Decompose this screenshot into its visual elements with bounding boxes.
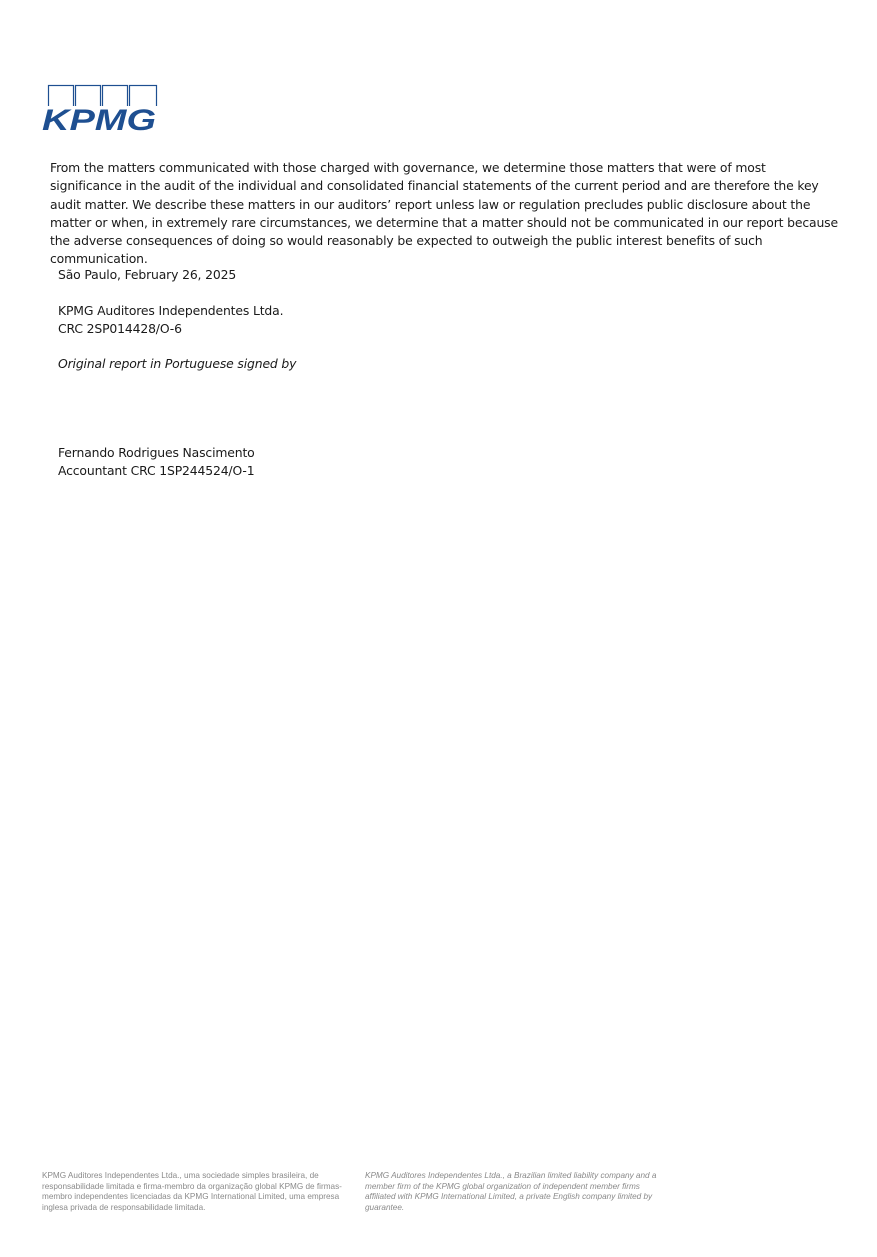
signer-name: Fernando Rodrigues Nascimento — [58, 445, 255, 460]
key-audit-matter-paragraph: From the matters communicated with those charged with governance, we determine those matters that were of most significance in the audit of the individual and consolidated financial statements of the current period and are therefore the key audit matter. We describe these matters in our auditors’ report unless law or regulation precludes public disclosure about the matter or when, in extremely rare circumstances, we determine that a matter should not be communicated in our report because the adverse consequences of doing so would reasonably be expected to outweigh the public interest benefits of such communication. — [50, 160, 838, 267]
footer-portuguese: KPMG Auditores Independentes Ltda., uma sociedade simples brasileira, de responsabilidade limitada e firma-membro da organização global KPMG de firmas-membro independentes licenciadas da KPMG International Limited, uma empresa inglesa privada de responsabilidade limitada. — [42, 1171, 342, 1212]
firm-crc: CRC 2SP014428/O-6 — [58, 321, 182, 336]
original-report-note: Original report in Portuguese signed by — [58, 356, 297, 371]
signer-crc: Accountant CRC 1SP244524/O-1 — [58, 463, 255, 478]
signature-date-block — [58, 266, 236, 284]
firm-name: KPMG Auditores Independentes Ltda. — [58, 303, 284, 318]
signer-block — [58, 444, 255, 480]
firm-block — [58, 302, 283, 338]
kpmg-logo — [40, 84, 162, 134]
logo-wordmark: KPMG — [42, 104, 156, 134]
signature-note-block — [58, 355, 296, 373]
footer-english: KPMG Auditores Independentes Ltda., a Brazilian limited liability company and a member firm of the KPMG global organization of independent member firms affiliated with KPMG International Limited, a private English company limited by guarantee. — [365, 1171, 657, 1212]
place-date: São Paulo, February 26, 2025 — [58, 267, 237, 282]
